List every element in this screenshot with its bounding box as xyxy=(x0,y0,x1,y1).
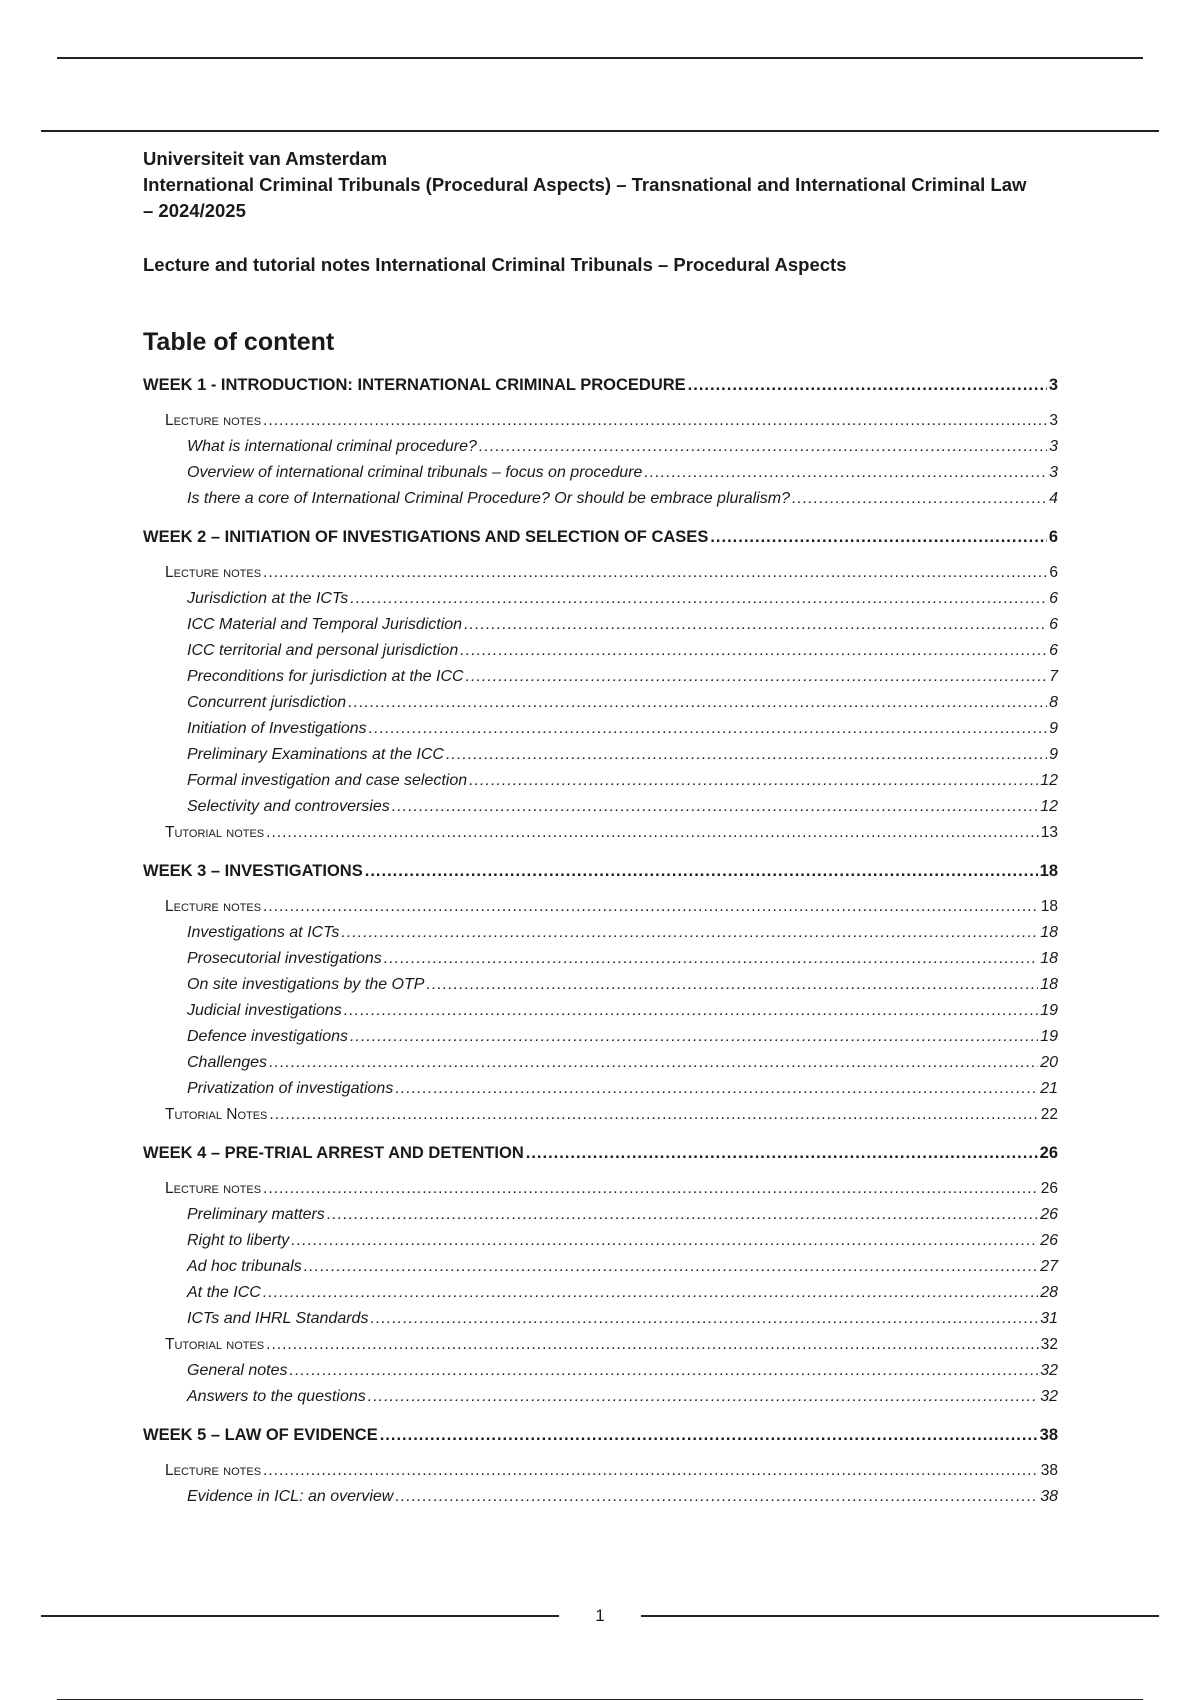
toc-entry-title: WEEK 3 – INVESTIGATIONS xyxy=(143,862,363,880)
toc-entry-page: 21 xyxy=(1040,1080,1058,1097)
toc-entry-week[interactable] xyxy=(143,858,1058,884)
toc-entry-title: Preconditions for jurisdiction at the ICC xyxy=(187,668,464,685)
toc-entry-page: 6 xyxy=(1049,616,1058,633)
course-year: – 2024/2025 xyxy=(143,200,246,221)
toc-dot-leader xyxy=(392,794,1038,820)
toc-entry-page: 38 xyxy=(1040,1488,1058,1505)
toc-entry-sub[interactable] xyxy=(143,486,1058,512)
toc-entry-title: Initiation of Investigations xyxy=(187,720,367,737)
toc-entry-section[interactable] xyxy=(143,1332,1058,1358)
toc-entry-sub[interactable] xyxy=(143,794,1058,820)
toc-entry-title: At the ICC xyxy=(187,1284,261,1301)
toc-entry-sub[interactable] xyxy=(143,612,1058,638)
toc-entry-page: 9 xyxy=(1049,720,1058,737)
toc-entry-title: ICTs and IHRL Standards xyxy=(187,1310,369,1327)
toc-entry-page: 18 xyxy=(1040,924,1058,941)
toc-entry-week[interactable] xyxy=(143,372,1058,398)
toc-entry-sub[interactable] xyxy=(143,742,1058,768)
toc-entry-sub[interactable] xyxy=(143,1280,1058,1306)
toc-entry-title: Tutorial notes xyxy=(165,824,265,841)
toc-dot-leader xyxy=(266,1332,1039,1358)
toc-entry-page: 3 xyxy=(1049,412,1058,429)
toc-entry-page: 26 xyxy=(1039,1144,1058,1162)
toc-entry-week[interactable] xyxy=(143,1140,1058,1166)
toc-entry-sub[interactable] xyxy=(143,972,1058,998)
toc-entry-page: 3 xyxy=(1049,464,1058,481)
footer-line-left xyxy=(41,1615,559,1617)
toc-entry-sub[interactable] xyxy=(143,1024,1058,1050)
toc-dot-leader xyxy=(469,768,1038,794)
toc-entry-sub[interactable] xyxy=(143,1050,1058,1076)
toc-entry-title: Selectivity and controversies xyxy=(187,798,390,815)
toc-entry-page: 6 xyxy=(1049,590,1058,607)
toc-entry-title: Answers to the questions xyxy=(187,1388,366,1405)
toc-entry-page: 6 xyxy=(1049,564,1058,581)
toc-entry-page: 32 xyxy=(1040,1388,1058,1405)
toc-entry-page: 8 xyxy=(1049,694,1058,711)
toc-entry-title: Lecture notes xyxy=(165,1462,262,1479)
toc-entry-page: 6 xyxy=(1048,528,1058,546)
toc-dot-leader xyxy=(269,1050,1038,1076)
toc-entry-title: Lecture notes xyxy=(165,564,262,581)
toc-entry-title: Prosecutorial investigations xyxy=(187,950,382,967)
toc-entry-page: 7 xyxy=(1049,668,1058,685)
toc-entry-title: Investigations at ICTs xyxy=(187,924,340,941)
toc-dot-leader xyxy=(263,1458,1039,1484)
toc-entry-title: Privatization of investigations xyxy=(187,1080,394,1097)
toc-entry-page: 3 xyxy=(1048,376,1058,394)
toc-entry-title: WEEK 4 – PRE-TRIAL ARREST AND DETENTION xyxy=(143,1144,524,1162)
header-divider-line xyxy=(41,130,1159,132)
toc-entry-title: WEEK 5 – LAW OF EVIDENCE xyxy=(143,1426,378,1444)
toc-dot-leader xyxy=(370,1306,1038,1332)
toc-dot-leader xyxy=(365,858,1038,884)
toc-entry-sub[interactable] xyxy=(143,998,1058,1024)
toc-entry-week[interactable] xyxy=(143,1422,1058,1448)
toc-dot-leader xyxy=(291,1228,1038,1254)
toc-entry-title: Jurisdiction at the ICTs xyxy=(187,590,349,607)
toc-entry-page: 38 xyxy=(1039,1426,1058,1444)
toc-entry-sub[interactable] xyxy=(143,1484,1058,1510)
toc-dot-leader xyxy=(426,972,1038,998)
toc-dot-leader xyxy=(263,894,1039,920)
toc-entry-title: Formal investigation and case selection xyxy=(187,772,468,789)
toc-entry-page: 3 xyxy=(1049,438,1058,455)
toc-dot-leader xyxy=(266,820,1039,846)
toc-entry-section[interactable] xyxy=(143,894,1058,920)
toc-dot-leader xyxy=(263,1176,1039,1202)
toc-dot-leader xyxy=(384,946,1038,972)
toc-entry-sub[interactable] xyxy=(143,586,1058,612)
toc-dot-leader xyxy=(263,560,1047,586)
toc-entry-title: What is international criminal procedure? xyxy=(187,438,477,455)
toc-entry-title: WEEK 2 – INITIATION OF INVESTIGATIONS AND SELECTION OF CASES xyxy=(143,528,709,546)
toc-dot-leader xyxy=(464,612,1047,638)
toc-dot-leader xyxy=(466,664,1048,690)
toc-entry-title: Lecture notes xyxy=(165,1180,262,1197)
toc-entry-title: Right to liberty xyxy=(187,1232,290,1249)
toc-entry-section[interactable] xyxy=(143,1458,1058,1484)
toc-entry-page: 6 xyxy=(1049,642,1058,659)
toc-entry-section[interactable] xyxy=(143,560,1058,586)
toc-entry-page: 12 xyxy=(1040,798,1058,815)
toc-dot-leader xyxy=(350,1024,1038,1050)
toc-dot-leader xyxy=(327,1202,1038,1228)
table-of-contents xyxy=(143,372,1058,1510)
toc-dot-leader xyxy=(380,1422,1038,1448)
toc-dot-leader xyxy=(395,1484,1038,1510)
toc-entry-title: Evidence in ICL: an overview xyxy=(187,1488,394,1505)
toc-entry-title: Concurrent jurisdiction xyxy=(187,694,347,711)
toc-entry-week[interactable] xyxy=(143,524,1058,550)
toc-dot-leader xyxy=(304,1254,1038,1280)
toc-entry-title: Tutorial Notes xyxy=(165,1106,268,1123)
toc-dot-leader xyxy=(369,716,1047,742)
toc-entry-sub[interactable] xyxy=(143,1076,1058,1102)
toc-entry-page: 9 xyxy=(1049,746,1058,763)
toc-entry-sub[interactable] xyxy=(143,920,1058,946)
toc-entry-sub[interactable] xyxy=(143,946,1058,972)
toc-entry-sub[interactable] xyxy=(143,638,1058,664)
toc-dot-leader xyxy=(792,486,1047,512)
toc-entry-sub[interactable] xyxy=(143,1306,1058,1332)
toc-entry-page: 19 xyxy=(1040,1028,1058,1045)
toc-entry-title: Challenges xyxy=(187,1054,268,1071)
toc-entry-sub[interactable] xyxy=(143,1384,1058,1410)
toc-dot-leader xyxy=(368,1384,1038,1410)
toc-entry-title: Defence investigations xyxy=(187,1028,348,1045)
toc-entry-page: 32 xyxy=(1040,1362,1058,1379)
toc-entry-page: 32 xyxy=(1040,1336,1058,1353)
toc-entry-page: 26 xyxy=(1040,1232,1058,1249)
toc-entry-title: Is there a core of International Criminal Procedure? Or should be embrace pluralism? xyxy=(187,490,790,507)
toc-entry-page: 27 xyxy=(1040,1258,1058,1275)
toc-entry-sub[interactable] xyxy=(143,1358,1058,1384)
toc-entry-title: Tutorial notes xyxy=(165,1336,265,1353)
institution-name: Universiteit van Amsterdam xyxy=(143,148,388,169)
document-content xyxy=(143,146,1058,1510)
toc-dot-leader xyxy=(341,920,1038,946)
toc-dot-leader xyxy=(263,408,1047,434)
toc-entry-page: 18 xyxy=(1039,862,1058,880)
toc-entry-page: 18 xyxy=(1040,898,1058,915)
toc-entry-title: Lecture notes xyxy=(165,898,262,915)
toc-dot-leader xyxy=(344,998,1038,1024)
toc-dot-leader xyxy=(526,1140,1038,1166)
toc-entry-sub[interactable] xyxy=(143,460,1058,486)
footer-line-right xyxy=(641,1615,1159,1617)
toc-entry-section[interactable] xyxy=(143,820,1058,846)
toc-dot-leader xyxy=(269,1102,1038,1128)
toc-entry-title: ICC territorial and personal jurisdiction xyxy=(187,642,459,659)
page-number: 1 xyxy=(595,1606,605,1625)
toc-entry-page: 20 xyxy=(1040,1054,1058,1071)
toc-entry-page: 31 xyxy=(1040,1310,1058,1327)
toc-dot-leader xyxy=(688,372,1047,398)
course-title: International Criminal Tribunals (Procedural Aspects) – Transnational and International Criminal Law xyxy=(143,174,1027,195)
document-subtitle: Lecture and tutorial notes International Criminal Tribunals – Procedural Aspects xyxy=(143,254,847,275)
toc-entry-page: 13 xyxy=(1040,824,1058,841)
toc-dot-leader xyxy=(479,434,1047,460)
toc-entry-title: General notes xyxy=(187,1362,288,1379)
toc-entry-sub[interactable] xyxy=(143,1254,1058,1280)
toc-dot-leader xyxy=(395,1076,1038,1102)
toc-entry-page: 26 xyxy=(1040,1180,1058,1197)
toc-entry-page: 4 xyxy=(1049,490,1058,507)
toc-entry-page: 18 xyxy=(1040,950,1058,967)
toc-entry-title: WEEK 1 - INTRODUCTION: INTERNATIONAL CRIMINAL PROCEDURE xyxy=(143,376,686,394)
toc-dot-leader xyxy=(348,690,1047,716)
toc-entry-title: Judicial investigations xyxy=(187,1002,342,1019)
toc-dot-leader xyxy=(290,1358,1039,1384)
toc-entry-sub[interactable] xyxy=(143,664,1058,690)
toc-entry-sub[interactable] xyxy=(143,768,1058,794)
toc-dot-leader xyxy=(460,638,1047,664)
toc-dot-leader xyxy=(644,460,1047,486)
toc-entry-sub[interactable] xyxy=(143,1202,1058,1228)
toc-entry-page: 12 xyxy=(1040,772,1058,789)
toc-dot-leader xyxy=(263,1280,1038,1306)
toc-entry-section[interactable] xyxy=(143,1102,1058,1128)
toc-entry-title: Preliminary Examinations at the ICC xyxy=(187,746,444,763)
toc-dot-leader xyxy=(350,586,1047,612)
toc-entry-page: 38 xyxy=(1040,1462,1058,1479)
toc-entry-title: On site investigations by the OTP xyxy=(187,976,425,993)
toc-entry-sub[interactable] xyxy=(143,716,1058,742)
toc-entry-section[interactable] xyxy=(143,408,1058,434)
toc-entry-sub[interactable] xyxy=(143,690,1058,716)
toc-entry-sub[interactable] xyxy=(143,434,1058,460)
toc-entry-title: Lecture notes xyxy=(165,412,262,429)
toc-dot-leader xyxy=(446,742,1047,768)
toc-entry-page: 19 xyxy=(1040,1002,1058,1019)
toc-dot-leader xyxy=(710,524,1046,550)
page-footer xyxy=(41,1606,1159,1626)
toc-entry-title: Ad hoc tribunals xyxy=(187,1258,302,1275)
toc-entry-sub[interactable] xyxy=(143,1228,1058,1254)
toc-entry-page: 22 xyxy=(1040,1106,1058,1123)
toc-entry-page: 28 xyxy=(1040,1284,1058,1301)
toc-entry-page: 26 xyxy=(1040,1206,1058,1223)
toc-entry-page: 18 xyxy=(1040,976,1058,993)
toc-entry-title: Preliminary matters xyxy=(187,1206,325,1223)
toc-entry-title: ICC Material and Temporal Jurisdiction xyxy=(187,616,463,633)
toc-heading: Table of content xyxy=(143,328,335,356)
toc-entry-section[interactable] xyxy=(143,1176,1058,1202)
top-border-line xyxy=(57,57,1143,59)
toc-entry-title: Overview of international criminal tribunals – focus on procedure xyxy=(187,464,643,481)
